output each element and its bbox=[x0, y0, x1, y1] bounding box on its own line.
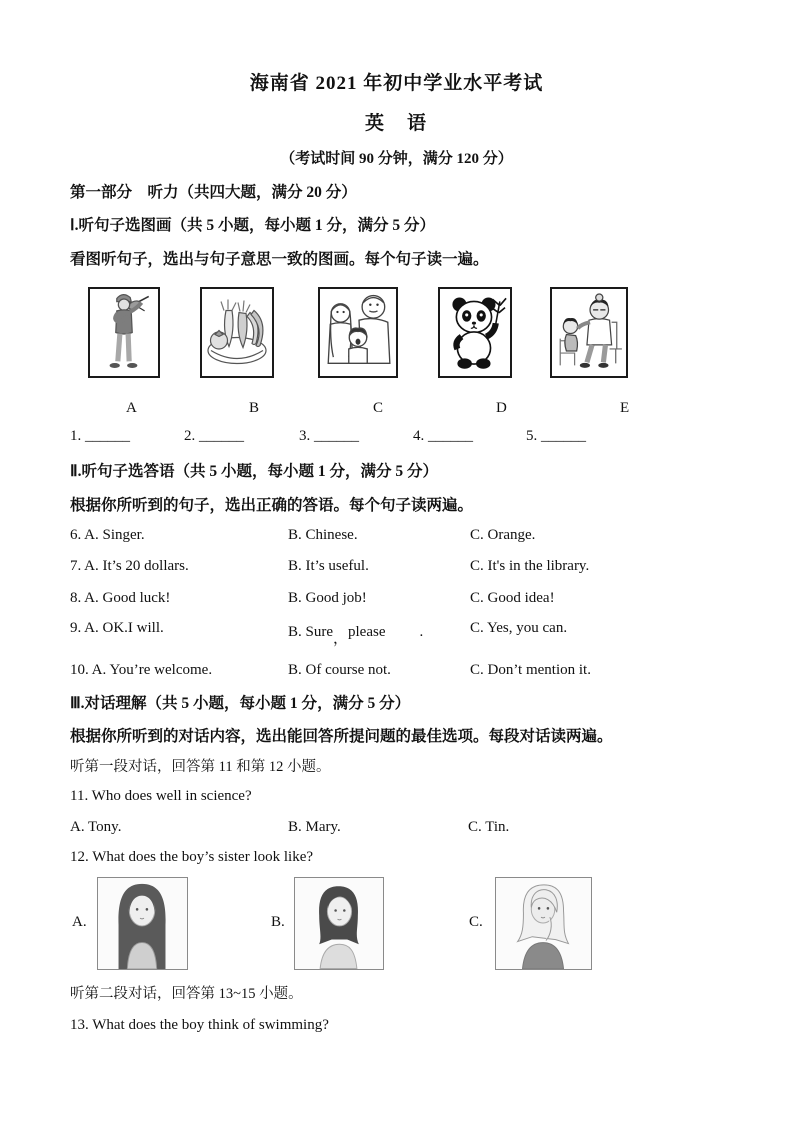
q7-option-c: C. It's in the library. bbox=[470, 558, 590, 574]
question-13: 13. What does the boy think of swimming? bbox=[70, 1017, 329, 1033]
q8-option-a: 8. A. Good luck! bbox=[70, 590, 171, 606]
violin-boy-illustration bbox=[90, 289, 158, 376]
section1-heading: Ⅰ.听句子选图画（共 5 小题，每小题 1 分，满分 5 分） bbox=[70, 217, 435, 234]
picture-label-d: D bbox=[496, 400, 507, 416]
picture-option-c-family bbox=[318, 287, 398, 378]
q12-label-a: A. bbox=[72, 914, 87, 930]
blonde-hair-woman-illustration bbox=[496, 878, 591, 969]
q10-option-b: B. Of course not. bbox=[288, 662, 391, 678]
answer-blank-5: 5. ______ bbox=[526, 428, 586, 444]
q7-option-b: B. It’s useful. bbox=[288, 558, 369, 574]
q9-option-b-text: B. Sure bbox=[288, 624, 333, 640]
q6-option-b: B. Chinese. bbox=[288, 527, 358, 543]
answer-blank-2: 2. ______ bbox=[184, 428, 244, 444]
vegetables-illustration bbox=[202, 289, 272, 376]
panda-illustration bbox=[440, 289, 510, 376]
doctor-and-child-illustration bbox=[552, 289, 626, 376]
q9-option-a: 9. A. OK.I will. bbox=[70, 620, 164, 636]
section3-heading: Ⅲ.对话理解（共 5 小题，每小题 1 分，满分 5 分） bbox=[70, 695, 411, 712]
q12-picture-c-blonde-hair-woman bbox=[495, 877, 592, 970]
question-8-row bbox=[70, 590, 735, 607]
question-12: 12. What does the boy’s sister look like? bbox=[70, 849, 314, 865]
question-9-row bbox=[70, 620, 735, 647]
q9-option-c: C. Yes, you can. bbox=[470, 620, 568, 636]
q6-option-c: C. Orange. bbox=[470, 527, 536, 543]
exam-info: （考试时间 90 分钟，满分 120 分） bbox=[280, 151, 513, 167]
section1-instruction: 看图听句子，选出与句子意思一致的图画。每个句子读一遍。 bbox=[70, 251, 489, 268]
question-10-row bbox=[70, 662, 735, 679]
question-6-row bbox=[70, 527, 735, 544]
q9-option-b-text2: please bbox=[348, 624, 386, 640]
q11-option-b: B. Mary. bbox=[288, 819, 341, 835]
answer-blanks-row bbox=[0, 428, 793, 448]
answer-blank-3: 3. ______ bbox=[299, 428, 359, 444]
question-11-options-row bbox=[70, 819, 735, 836]
picture-labels-row bbox=[0, 400, 793, 420]
picture-option-e-doctor-child bbox=[550, 287, 628, 378]
picture-option-b-vegetables bbox=[200, 287, 274, 378]
family-illustration bbox=[320, 289, 396, 376]
q12-picture-a-long-dark-hair-woman bbox=[97, 877, 188, 970]
q11-option-a: A. Tony. bbox=[70, 819, 122, 835]
picture-option-a-violin-boy bbox=[88, 287, 160, 378]
picture-options-row bbox=[0, 287, 793, 382]
long-dark-hair-woman-illustration bbox=[98, 878, 187, 969]
answer-blank-1: 1. ______ bbox=[70, 428, 130, 444]
q12-picture-b-shoulder-hair-woman bbox=[294, 877, 384, 970]
section3-instruction: 根据你所听到的对话内容，选出能回答所提问题的最佳选项。每段对话读两遍。 bbox=[70, 728, 613, 745]
shoulder-length-hair-woman-illustration bbox=[295, 878, 383, 969]
section2-heading: Ⅱ.听句子选答语（共 5 小题，每小题 1 分，满分 5 分） bbox=[70, 463, 439, 480]
q11-option-c: C. Tin. bbox=[468, 819, 510, 835]
q12-label-c: C. bbox=[469, 914, 483, 930]
q9-option-b bbox=[288, 620, 470, 647]
picture-option-d-panda bbox=[438, 287, 512, 378]
picture-label-c: C bbox=[373, 400, 384, 416]
dialog1-note: 听第一段对话，回答第 11 和第 12 小题。 bbox=[70, 759, 331, 775]
q12-label-b: B. bbox=[271, 914, 285, 930]
q10-option-c: C. Don’t mention it. bbox=[470, 662, 591, 678]
answer-blank-4: 4. ______ bbox=[413, 428, 473, 444]
dialog2-note: 听第二段对话，回答第 13~15 小题。 bbox=[70, 986, 303, 1002]
section2-instruction: 根据你所听到的句子，选出正确的答语。每个句子读两遍。 bbox=[70, 497, 474, 514]
question-12-picture-options-row bbox=[0, 872, 793, 972]
q8-option-c: C. Good idea! bbox=[470, 590, 555, 606]
q9-option-b-period: . bbox=[419, 624, 424, 640]
picture-label-b: B bbox=[249, 400, 260, 416]
q7-option-a: 7. A. It’s 20 dollars. bbox=[70, 558, 189, 574]
q10-option-a: 10. A. You’re welcome. bbox=[70, 662, 213, 678]
subject-title: 英 语 bbox=[364, 113, 428, 134]
question-7-row bbox=[70, 558, 735, 575]
q9-option-b-comma: ， bbox=[333, 630, 349, 647]
q6-option-a: 6. A. Singer. bbox=[70, 527, 145, 543]
part1-heading: 第一部分 听力（共四大题，满分 20 分） bbox=[70, 184, 357, 201]
picture-label-e: E bbox=[620, 400, 630, 416]
question-11: 11. Who does well in science? bbox=[70, 788, 252, 804]
page-title: 海南省 2021 年初中学业水平考试 bbox=[249, 73, 544, 94]
q8-option-b: B. Good job! bbox=[288, 590, 367, 606]
picture-label-a: A bbox=[126, 400, 137, 416]
